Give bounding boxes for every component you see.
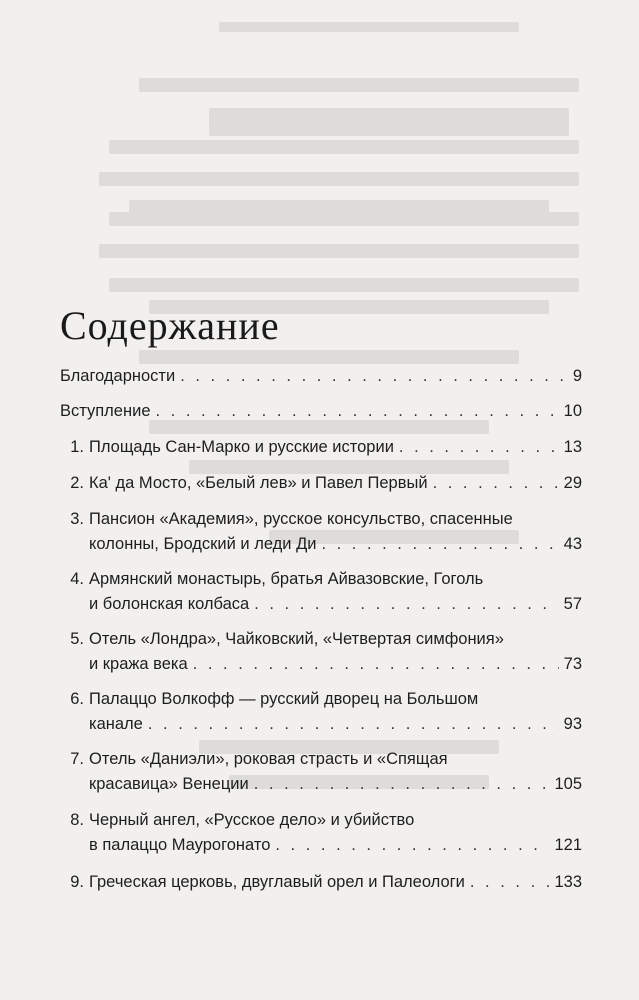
toc-entry-chapter-3[interactable] — [60, 507, 582, 557]
toc-entry-line: Палаццо Волкофф — русский дворец на Большом — [89, 690, 479, 708]
chapter-number: 5. — [70, 630, 84, 648]
dot-leader — [193, 652, 559, 677]
toc-page-number: 121 — [554, 836, 582, 854]
toc-entry-chapter-4[interactable] — [60, 567, 582, 617]
chapter-number: 4. — [70, 570, 84, 588]
toc-entry-label: Вступление — [60, 402, 151, 420]
toc-entry-label: колонны, Бродский и леди Ди — [89, 535, 317, 553]
toc-entry-acknowledgements[interactable] — [60, 364, 582, 389]
dot-leader — [254, 772, 550, 797]
toc-page-number: 133 — [554, 873, 582, 891]
toc-entry-line: Пансион «Академия», русское консульство, спасенные — [89, 510, 513, 528]
dot-leader — [433, 471, 559, 496]
toc-entry-chapter-1[interactable] — [60, 435, 582, 460]
toc-entry-chapter-7[interactable] — [60, 747, 582, 797]
toc-entry-label: Благодарности — [60, 367, 176, 385]
toc-entry-label: и болонская колбаса — [89, 595, 250, 613]
toc-title: Содержание — [60, 303, 280, 348]
toc-entry-chapter-8[interactable] — [60, 808, 582, 858]
chapter-number: 7. — [70, 750, 84, 768]
dot-leader — [156, 399, 559, 424]
toc-entry-line: Отель «Даниэли», роковая страсть и «Спящая — [89, 750, 448, 768]
toc-entry-chapter-5[interactable] — [60, 627, 582, 677]
toc-entry-label: Греческая церковь, двуглавый орел и Палеологи — [89, 873, 465, 891]
toc-entry-label: в палаццо Маурогонато — [89, 836, 271, 854]
dot-leader — [148, 712, 559, 737]
toc-entry-chapter-2[interactable] — [60, 471, 582, 496]
chapter-number: 3. — [70, 510, 84, 528]
toc-page-number: 43 — [563, 535, 582, 553]
dot-leader — [399, 435, 559, 460]
toc-page-number: 93 — [563, 715, 582, 733]
toc-entry-line: Отель «Лондра», Чайковский, «Четвертая симфония» — [89, 630, 504, 648]
toc-entry-introduction[interactable] — [60, 399, 582, 424]
toc-entry-label: и кража века — [89, 655, 188, 673]
toc-entry-line: Армянский монастырь, братья Айвазовские, Гоголь — [89, 570, 484, 588]
dot-leader — [275, 833, 549, 858]
dot-leader — [254, 592, 558, 617]
chapter-number: 2. — [70, 474, 84, 492]
chapter-number: 8. — [70, 811, 84, 829]
toc-entry-label: Ка' да Мосто, «Белый лев» и Павел Первый — [89, 474, 428, 492]
chapter-number: 9. — [70, 873, 84, 891]
toc-page-number: 13 — [563, 438, 582, 456]
chapter-number: 6. — [70, 690, 84, 708]
toc-page-number: 57 — [563, 595, 582, 613]
dot-leader — [470, 870, 550, 895]
chapter-number: 1. — [70, 438, 84, 456]
toc-page-number: 105 — [554, 775, 582, 793]
toc-page-number: 29 — [563, 474, 582, 492]
toc-entry-label: красавица» Венеции — [89, 775, 249, 793]
toc-entry-label: канале — [89, 715, 143, 733]
toc-page-number: 73 — [563, 655, 582, 673]
toc-page-number: 10 — [563, 402, 582, 420]
dot-leader — [321, 532, 558, 557]
toc-entry-label: Площадь Сан-Марко и русские истории — [89, 438, 394, 456]
toc-entry-chapter-6[interactable] — [60, 687, 582, 737]
toc-page-number: 9 — [572, 367, 582, 385]
dot-leader — [180, 364, 568, 389]
toc-entry-line: Черный ангел, «Русское дело» и убийство — [89, 811, 415, 829]
toc-entry-chapter-9[interactable] — [60, 870, 582, 895]
